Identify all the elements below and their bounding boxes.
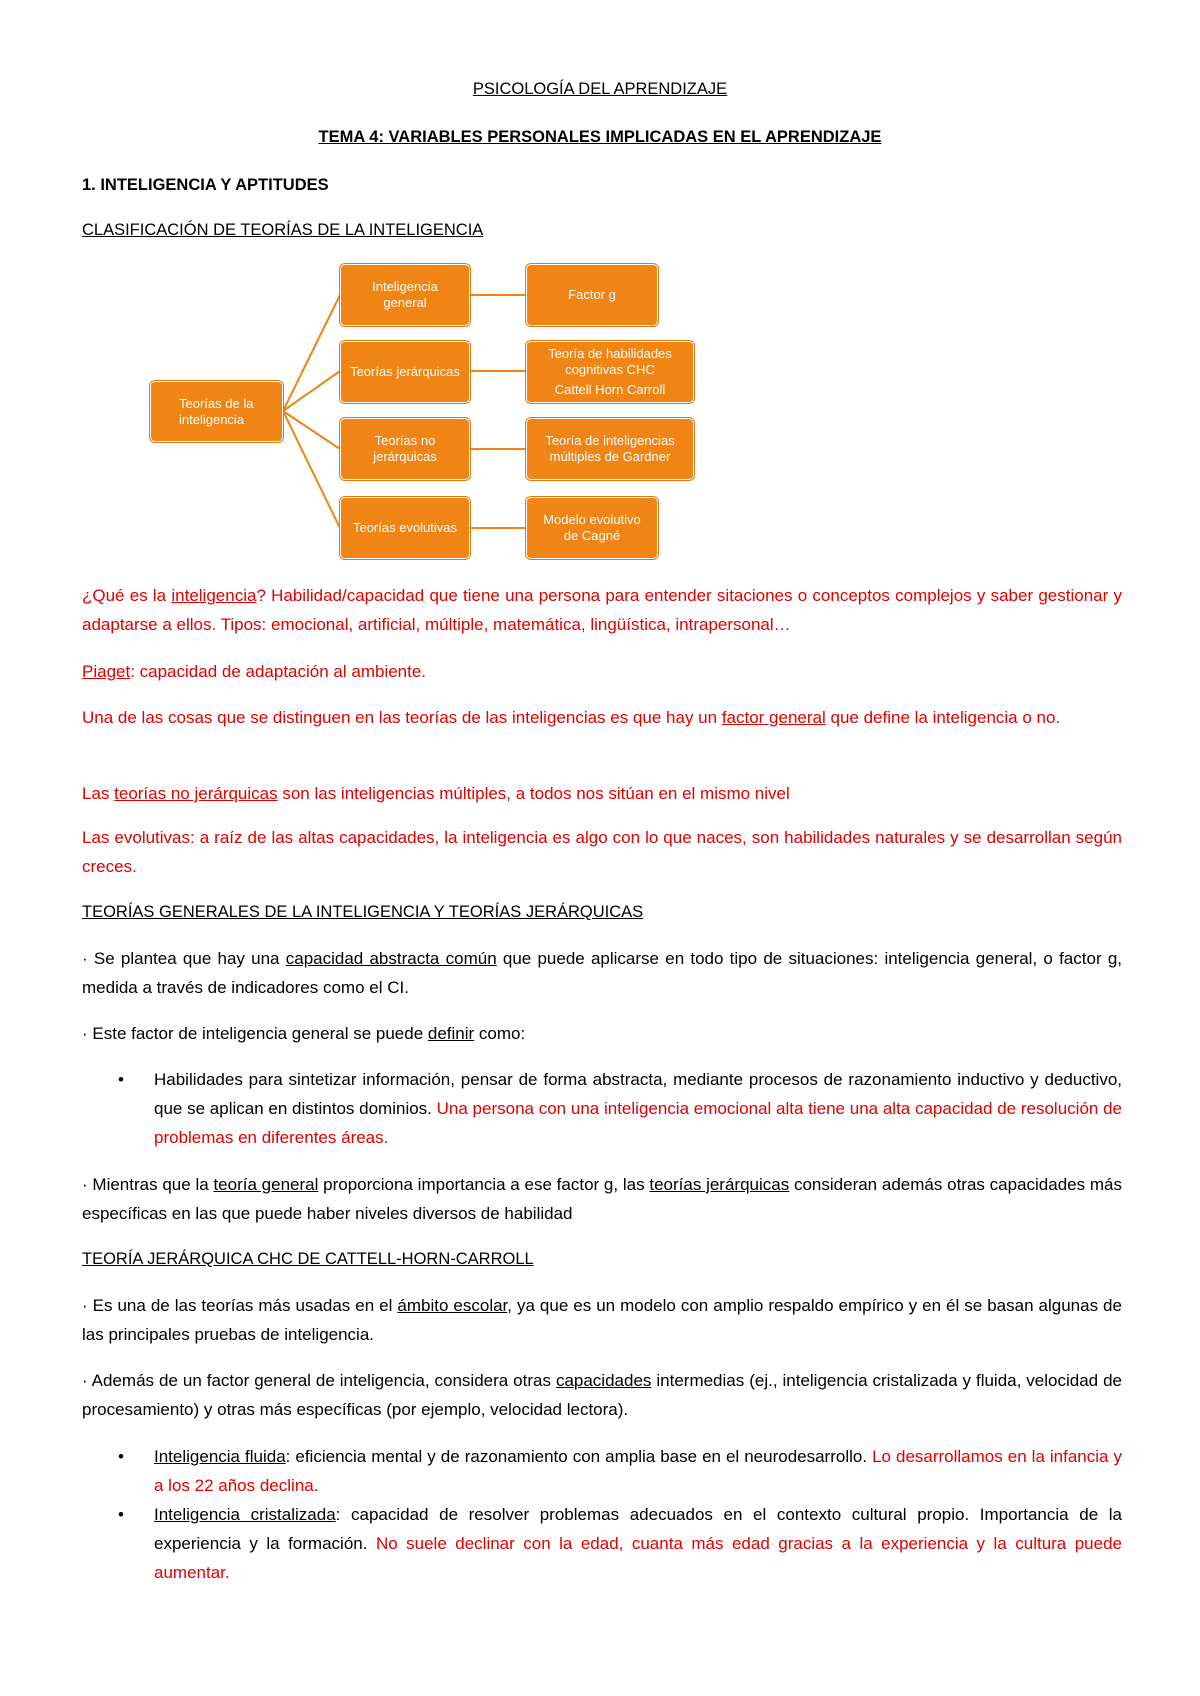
paragraph-text: · Es una de las teorías más usadas en el (82, 1296, 398, 1315)
paragraph-text: como: (474, 1024, 526, 1043)
diagram-leaf-chc-line1: Teoría de habilidades cognitivas CHC (548, 346, 672, 377)
diagram-node-evolutionary: Teorías evolutivas (340, 497, 470, 559)
paragraph-text: · Se plantea que hay una (82, 949, 286, 968)
paragraph-underlined: capacidades (555, 1371, 652, 1390)
list-text: Habilidades para sintetizar información, pensar de forma abstracta, mediante procesos de razonamiento inductivo y deductivo, que se aplican en distintos dominios. (154, 1070, 1122, 1118)
note-text: : capacidad de adaptación al ambiente. (130, 662, 427, 681)
section3-paragraph-1 (82, 1291, 1122, 1349)
paragraph-underlined: definir (427, 1024, 475, 1043)
paragraph-text: proporciona importancia a ese factor g, las (318, 1175, 650, 1194)
section3-bullet-list (118, 1442, 1122, 1587)
list-text-red: No suele declinar con la edad, cuanta más edad gracias a la experiencia y la cultura puede aumentar. (154, 1534, 1123, 1582)
paragraph-text: · Además de un factor general de inteligencia, considera otras (82, 1371, 556, 1390)
diagram-node-hierarchical: Teorías jerárquicas (340, 341, 470, 403)
diagram-leaf-chc (526, 341, 694, 403)
list-item (118, 1500, 1122, 1587)
connector-root-general (283, 295, 340, 411)
paragraph-underlined: teoría general (213, 1175, 319, 1194)
note-evolutionary: Las evolutivas: a raíz de las altas capacidades, la inteligencia es algo con lo que naces, son habilidades naturales y se desarrollan según creces. (82, 828, 1122, 876)
section3-title: TEORÍA JERÁRQUICA CHC DE CATTELL-HORN-CARROLL (82, 1250, 534, 1268)
note-text: ¿Qué es la (82, 586, 172, 605)
section2-paragraph-1 (82, 944, 1122, 1002)
note-text: que define la inteligencia o no. (825, 708, 1061, 727)
note-text: son las inteligencias múltiples, a todos nos sitúan en el mismo nivel (277, 784, 790, 803)
bullet-icon: • (118, 1447, 124, 1466)
bullet-icon: • (118, 1070, 124, 1089)
paragraph-text: · Este factor de inteligencia general se puede (82, 1024, 428, 1043)
section2-title: TEORÍAS GENERALES DE LA INTELIGENCIA Y TEORÍAS JERÁRQUICAS (82, 903, 644, 921)
course-title: PSICOLOGÍA DEL APRENDIZAJE (472, 80, 728, 98)
list-underlined: Inteligencia cristalizada (154, 1505, 336, 1524)
list-text: : capacidad de resolver problemas adecuados en el contexto cultural propio. Importancia de la experiencia y la formación. (154, 1505, 1122, 1553)
note-what-is-intelligence (82, 581, 1122, 639)
section2-bullet-list (118, 1065, 1122, 1152)
note-underlined: Piaget (82, 662, 131, 681)
list-text-red: Una persona con una inteligencia emocional alta tiene una alta capacidad de resolución de problemas en diferentes áreas. (154, 1099, 1122, 1147)
diagram-leaf-chc-line2: Cattell Horn Carroll (554, 382, 666, 397)
diagram-leaf-factor-g: Factor g (526, 264, 658, 326)
note-non-hierarchical (82, 779, 1122, 808)
note-underlined: teorías no jerárquicas (114, 784, 278, 803)
diagram-node-general: Inteligencia general (340, 264, 470, 326)
list-underlined: Inteligencia fluida (154, 1447, 286, 1466)
diagram-leaf-cagne: Modelo evolutivo de Cagné (526, 497, 658, 559)
diagram-root-node: Teorías de la inteligencia (150, 381, 283, 442)
paragraph-text: intermedias (ej., inteligencia cristalizada y fluida, velocidad de procesamiento) y otras más específicas (por ejemplo, velocidad lectora). (82, 1371, 1122, 1419)
list-item (118, 1442, 1122, 1500)
paragraph-underlined: teorías jerárquicas (649, 1175, 790, 1194)
paragraph-underlined: capacidad abstracta común (285, 949, 497, 968)
list-text-red: Lo desarrollamos en la infancia y a los 22 años declina. (154, 1447, 1123, 1495)
section3-paragraph-2 (82, 1366, 1122, 1424)
topic-title: TEMA 4: VARIABLES PERSONALES IMPLICADAS EN EL APRENDIZAJE (318, 128, 882, 146)
note-general-factor (82, 703, 1122, 732)
note-piaget (82, 657, 1122, 686)
paragraph-text: , ya que es un modelo con amplio respaldo empírico y en él se basan algunas de las principales pruebas de inteligencia. (82, 1296, 1122, 1344)
connector-root-hierarchical (283, 371, 340, 411)
list-item (118, 1065, 1122, 1152)
section1-subtitle: CLASIFICACIÓN DE TEORÍAS DE LA INTELIGENCIA (82, 221, 484, 239)
paragraph-text: · Mientras que la (82, 1175, 214, 1194)
section1-title: 1. INTELIGENCIA Y APTITUDES (82, 176, 329, 194)
list-text: : eficiencia mental y de razonamiento con amplia base en el neurodesarrollo. (285, 1447, 873, 1466)
note-underlined: factor general (721, 708, 826, 727)
paragraph-underlined: ámbito escolar (397, 1296, 508, 1315)
bullet-icon: • (118, 1505, 124, 1524)
connector-root-evolutionary (283, 411, 340, 528)
paragraph-text: que puede aplicarse en todo tipo de situaciones: inteligencia general, o factor g, medida a través de indicadores como el CI. (82, 949, 1123, 997)
paragraph-text: consideran además otras capacidades más específicas en las que puede haber niveles diversos de habilidad (82, 1175, 1122, 1223)
note-underlined: inteligencia (171, 586, 257, 605)
section2-paragraph-3 (82, 1170, 1122, 1228)
note-text: Las (82, 784, 115, 803)
note-text: ? Habilidad/capacidad que tiene una persona para entender sitaciones o conceptos complejos y saber gestionar y adaptarse a ellos. Tipos: emocional, artificial, múltiple, matemática, lingüística, intrapersonal… (82, 586, 1122, 634)
section2-paragraph-2 (82, 1019, 1122, 1048)
note-text: Una de las cosas que se distinguen en las teorías de las inteligencias es que hay un (82, 708, 722, 727)
diagram-leaf-gardner: Teoría de inteligencias múltiples de Gardner (526, 418, 694, 480)
diagram-node-nonhierarchical: Teorías no jerárquicas (340, 418, 470, 480)
